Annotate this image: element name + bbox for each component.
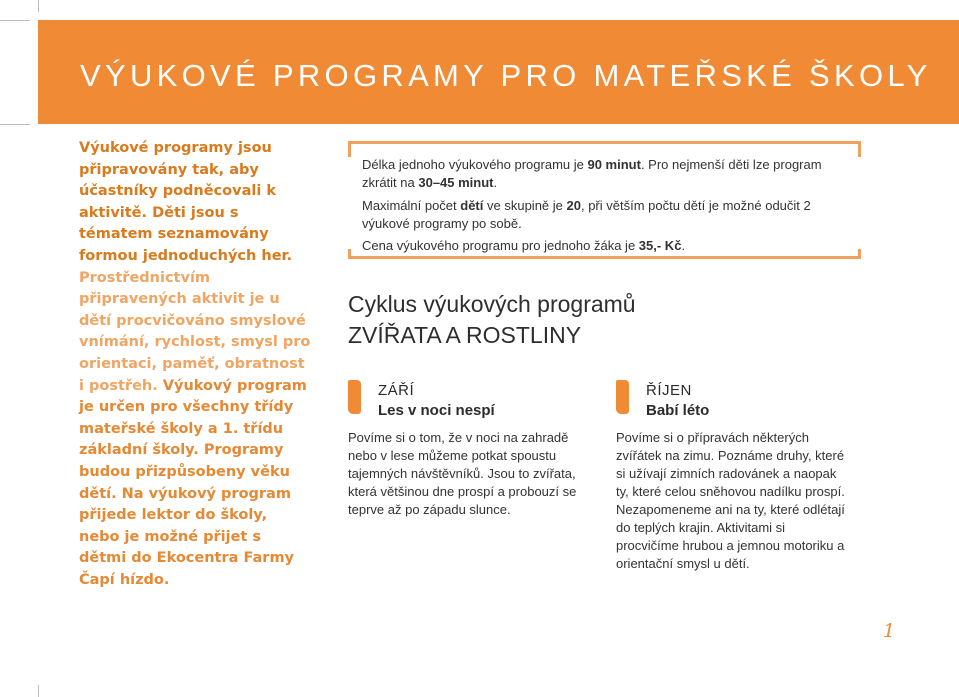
program-month: ZÁŘÍ	[378, 382, 415, 399]
cycle-heading: Cyklus výukových programů ZVÍŘATA A ROSTLINY	[348, 291, 636, 348]
page-title: VÝUKOVÉ PROGRAMY PRO MATEŘSKÉ ŠKOLY	[80, 58, 932, 93]
program-description: Povíme si o přípravách některých zvířátek na zimu. Poznáme druhy, které si užívají zimních radovánek a naopak ty, které celou sněhovou nadílku prospí. Nezapomeneme ani na ty, které odlétají do teplých krajin. Aktivitami si procvičíme hrubou a jemnou motoriku a orientační smysl u dětí.	[616, 430, 845, 571]
program-topic: Babí léto	[646, 402, 710, 419]
intro-part-3: Výukový program je určen pro všechny třídy mateřské školy a 1. třídu základní školy. Programy budou přizpůsobeny věku dětí. Na výukový program přijede lektor do školy, nebo je možné přijet s dětmi do Ekocentra Farmy Čapí hízdo.	[79, 377, 307, 588]
crop-mark	[0, 20, 30, 21]
page-number: 1	[883, 620, 896, 642]
program-marker	[616, 380, 629, 414]
program-topic: Les v noci nespí	[378, 402, 495, 419]
intro-part-1: Výukové programy jsou připravovány tak, aby účastníky podněcovali k aktivitě. Děti jsou s tématem seznamovány formou jednoduchých her.	[79, 140, 293, 264]
crop-mark	[38, 0, 39, 12]
program-description: Povíme si o tom, že v noci na zahradě nebo v lese můžeme potkat spoustu tajemných návštěvníků. Jsou to zvířata, která většinou dne prospí a probouzí se teprve až po západu slunce.	[348, 430, 577, 517]
duration-info: Délka jednoho výukového programu je 90 minut. Pro nejmenší děti lze program zkrátit na 30–45 minut.	[362, 157, 822, 190]
intro-part-2: Prostřednictvím připravených aktivit je u dětí procvičováno smyslové vnímání, rychlost, smysl pro orientaci, paměť, obratnost i postřeh.	[79, 269, 311, 394]
crop-mark	[38, 685, 39, 697]
intro-text	[79, 138, 311, 591]
group-size-info: Maximální počet dětí ve skupině je 20, při větším počtu dětí je možné odučit 2 výukové programy po sobě.	[362, 198, 811, 231]
info-box	[348, 141, 861, 259]
program-month: ŘÍJEN	[646, 382, 692, 399]
crop-mark	[0, 124, 30, 125]
price-info: Cena výukového programu pro jednoho žáka je 35,- Kč.	[362, 238, 686, 253]
program-marker	[348, 380, 361, 414]
